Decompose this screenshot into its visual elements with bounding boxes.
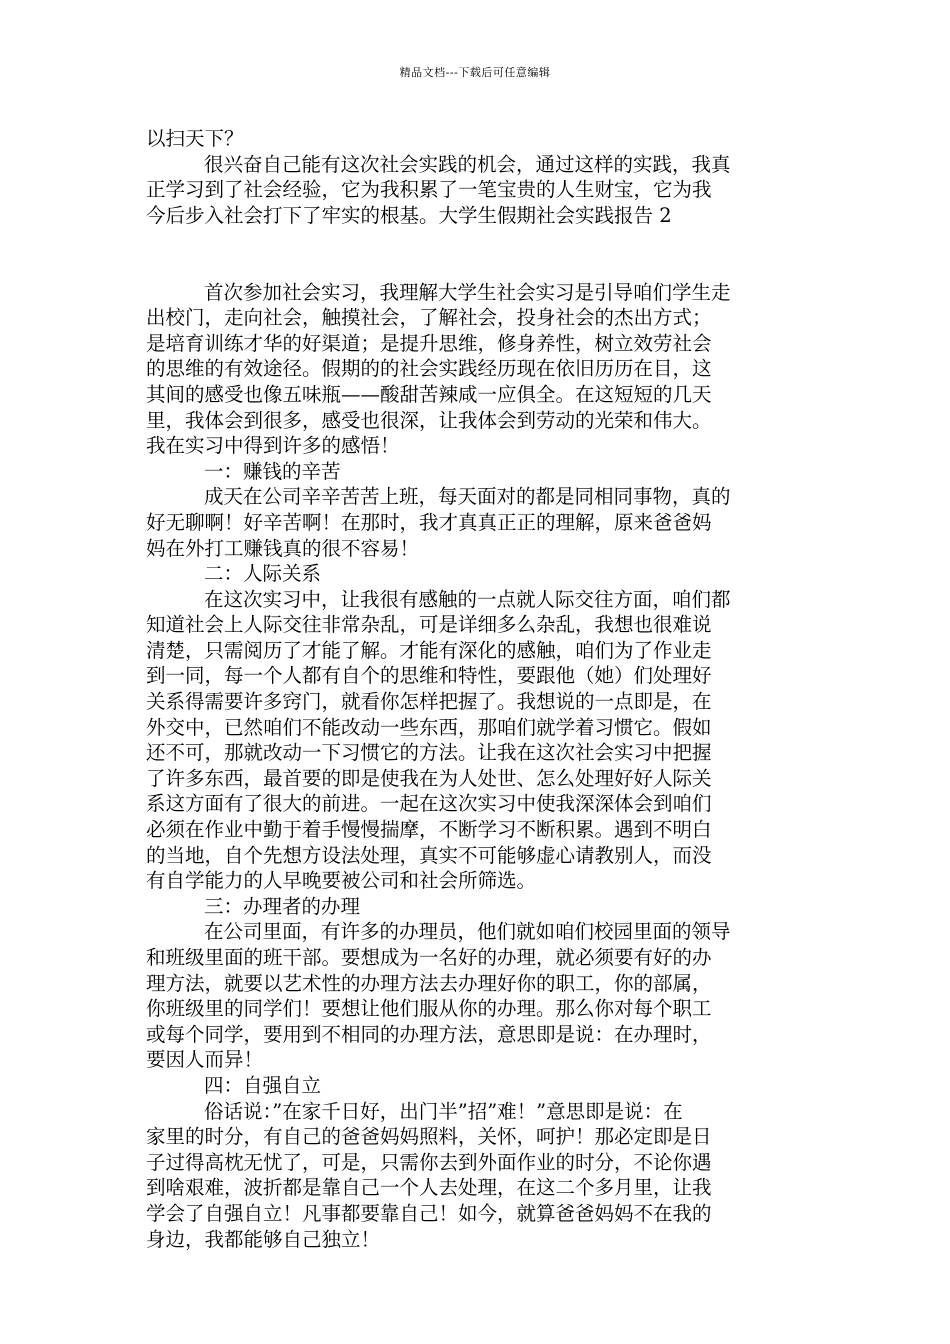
text-line: 你班级里的同学们！要想让他们服从你的办理。那么你对每个职工 — [146, 997, 712, 1021]
text-line: 家里的时分，有自己的爸爸妈妈照料，关怀，呵护！那必定即是日 — [146, 1125, 712, 1149]
text-line: 子过得高枕无忧了，可是，只需你去到外面作业的时分，不论你遇 — [146, 1150, 712, 1174]
text-line: 以扫天下？ — [146, 127, 244, 150]
blank-line — [146, 228, 806, 254]
page-header: 精品文档---下载后可任意编辑 — [399, 66, 551, 79]
text-line: 四：自强自立 — [204, 1073, 322, 1097]
blank-line — [146, 254, 806, 280]
text-line: 有自学能力的人早晚要被公司和社会所筛选。 — [146, 869, 537, 893]
text-line: 俗话说：”在家千日好，出门半”招”难！”意思即是说：在 — [204, 1099, 683, 1123]
text-line: 是培育训练才华的好渠道；是提升思维，修身养性，树立效劳社会 — [146, 331, 712, 355]
text-line: 清楚，只需阅历了才能了解。才能有深化的感触，咱们为了作业走 — [146, 638, 712, 662]
text-line: 在公司里面，有许多的办理员，他们就如咱们校园里面的领导 — [204, 920, 731, 944]
text-line: 在这次实习中，让我很有感触的一点就人际交往方面，咱们都 — [204, 587, 731, 611]
text-line: 今后步入社会打下了牢实的根基。大学生假期社会实践报告 2 — [146, 203, 672, 227]
text-line: 好无聊啊！好辛苦啊！在那时，我才真真正正的理解，原来爸爸妈 — [146, 510, 712, 534]
text-line: 和班级里面的班干部。要想成为一名好的办理，就必须要有好的办 — [146, 946, 712, 969]
text-line: 我在实习中得到许多的感悟！ — [146, 434, 400, 458]
text-line: 的当地，自个先想方设法处理，真实不可能够虚心请教别人，而没 — [146, 843, 712, 867]
text-line: 的思维的有效途径。假期的的社会实践经历现在依旧历历在目，这 — [146, 357, 712, 381]
text-line: 还不可，那就改动一下习惯它的方法。让我在这次社会实习中把握 — [146, 741, 712, 765]
text-line: 妈在外打工赚钱真的很不容易！ — [146, 536, 420, 560]
text-line: 很兴奋自己能有这次社会实践的机会，通过这样的实践，我真 — [204, 152, 731, 176]
text-line: 了许多东西，最首要的即是使我在为人处世、怎么处理好好人际关 — [146, 766, 712, 790]
text-line: 理方法，就要以艺术性的办理方法去办理好你的职工，你的部属， — [146, 971, 712, 995]
text-line: 或每个同学，要用到不相同的办理方法，意思即是说：在办理时， — [146, 1022, 712, 1046]
text-line: 里，我体会到很多，感受也很深，让我体会到劳动的光荣和伟大。 — [146, 408, 712, 432]
text-line: 二：人际关系 — [204, 562, 322, 586]
text-line: 一：赚钱的辛苦 — [204, 459, 341, 483]
text-line: 成天在公司辛辛苦苦上班，每天面对的都是同相同事物，真的 — [204, 485, 731, 509]
text-line: 系这方面有了很大的前进。一起在这次实习中使我深深体会到咱们 — [146, 792, 712, 816]
text-line: 三：办理者的办理 — [204, 894, 361, 918]
text-line: 正学习到了社会经验，它为我积累了一笔宝贵的人生财宝，它为我 — [146, 178, 712, 202]
text-line: 到啥艰难，波折都是靠自己一个人去处理，在这二个多月里，让我 — [146, 1176, 712, 1200]
text-line: 出校门，走向社会，触摸社会，了解社会，投身社会的杰出方式； — [146, 306, 712, 330]
text-line: 必须在作业中勤于着手慢慢揣摩，不断学习不断积累。遇到不明白 — [146, 818, 712, 842]
text-line: 学会了自强自立！凡事都要靠自己！如今，就算爸爸妈妈不在我的 — [146, 1201, 712, 1225]
text-line: 首次参加社会实习，我理解大学生社会实习是引导咱们学生走 — [204, 280, 731, 304]
text-line: 外交中，已然咱们不能改动一些东西，那咱们就学着习惯它。假如 — [146, 715, 712, 739]
text-line: 要因人而异！ — [146, 1048, 264, 1072]
text-line: 到一同，每一个人都有自个的思维和特性，要跟他（她）们处理好 — [146, 664, 712, 688]
document-body — [146, 126, 806, 1252]
text-line: 身边，我都能够自己独立！ — [146, 1227, 381, 1251]
text-line: 知道社会上人际交往非常杂乱，可是详细多么杂乱，我想也很难说 — [146, 613, 712, 637]
text-line: 其间的感受也像五味瓶——酸甜苦辣咸一应俱全。在这短短的几天 — [146, 382, 712, 406]
text-line: 关系得需要许多窍门，就看你怎样把握了。我想说的一点即是，在 — [146, 690, 712, 714]
